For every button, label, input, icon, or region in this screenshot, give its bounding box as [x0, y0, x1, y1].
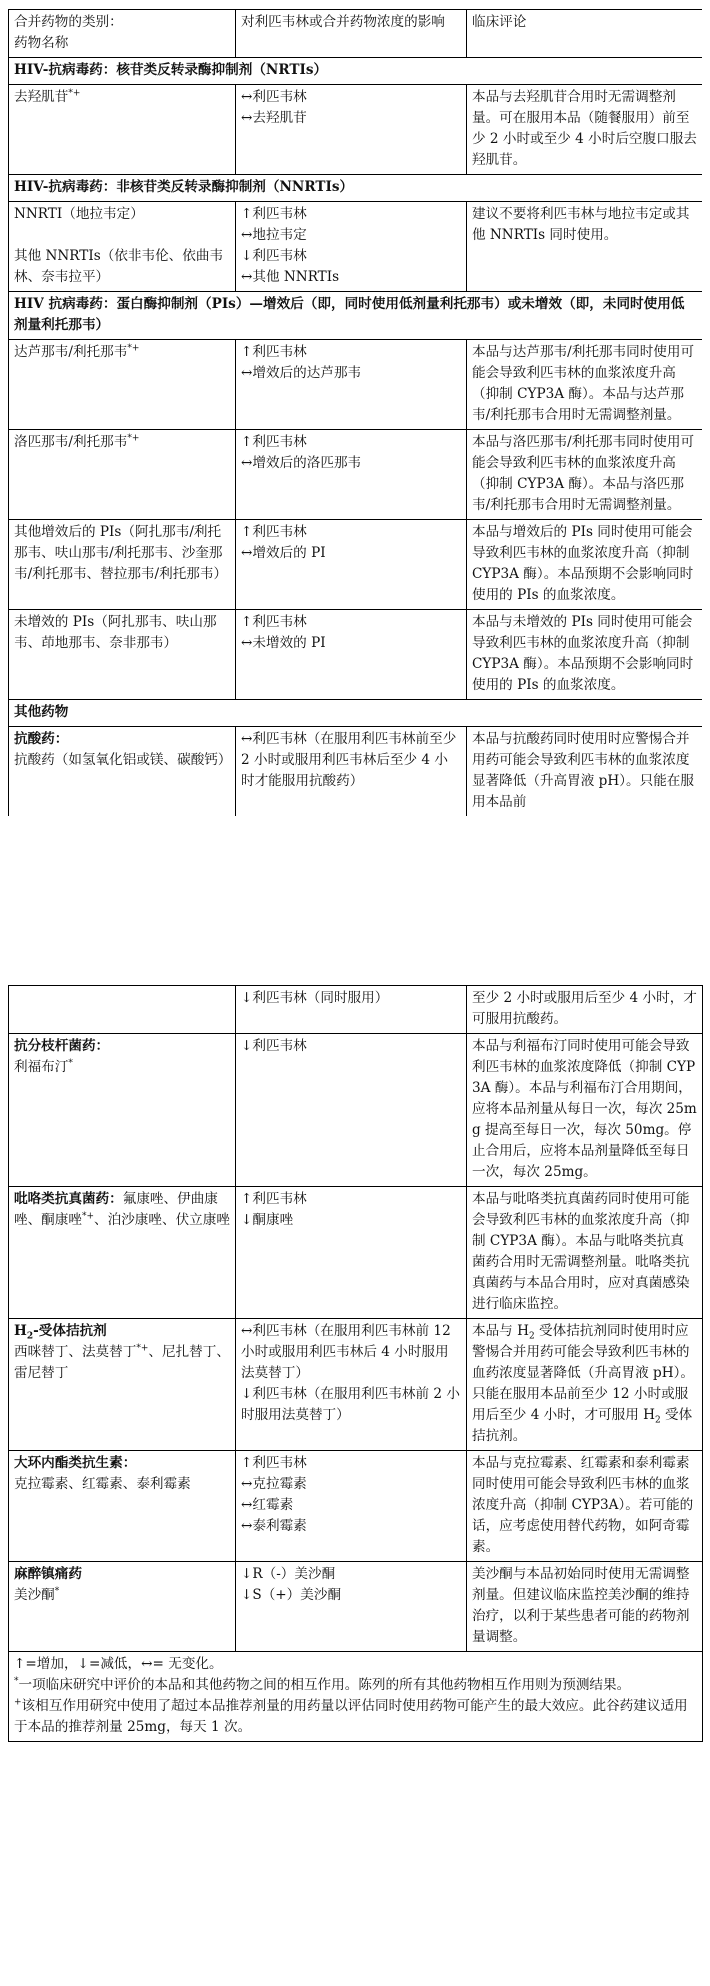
effect-line: ↑利匹韦林	[241, 1191, 307, 1207]
comment-cell: 美沙酮与本品初始同时使用无需调整剂量。但建议临床监控美沙酮的维持治疗，以利于某些患者可能的药物剂量调整。	[467, 1562, 703, 1652]
table-row	[9, 727, 703, 817]
drug-cell	[9, 986, 236, 1034]
drug-name: 美沙酮	[14, 1587, 55, 1603]
drug-name: 氟康唑、伊曲康唑、酮康唑	[14, 1191, 218, 1228]
section-row-nrti	[9, 58, 703, 85]
drug-cell: 未增效的 PIs（阿扎那韦、呋山那韦、茚地那韦、奈非那韦）	[9, 610, 236, 700]
drug-name: 抗酸药（如氢氧化铝或镁、碳酸钙）	[14, 752, 232, 768]
drug-cell: 其他增效后的 PIs（阿扎那韦/利托那韦、呋山那韦/利托那韦、沙奎那韦/利托那韦、替拉那韦/利托那韦）	[9, 520, 236, 610]
section-row-pi	[9, 292, 703, 340]
interaction-table-part-1	[8, 9, 702, 816]
comment-cell: 本品与洛匹那韦/利托那韦同时使用可能会导致利匹韦林的血浆浓度升高（抑制 CYP3A 酶）。本品与洛匹那韦/利托那韦合用时无需调整剂量。	[467, 430, 703, 520]
comment-cell: 本品与 $H_2$ 受体拮抗剂同时使用时应警惕合并用药可能会导致利匹韦林的血药浓度显著降低（升高胃液 pH）。只能在服用本品前至少 12 小时或服用后至少 4 小时，才可服用 $H_2$ 受体拮抗剂。	[467, 1319, 703, 1451]
drug-cell	[9, 1187, 236, 1319]
table-row	[9, 340, 703, 430]
effect-line: ↑利匹韦林	[241, 344, 307, 360]
footnote-mark: *	[54, 1586, 60, 1597]
drug-cell	[9, 727, 236, 817]
drug-name: 西咪替丁、法莫替丁	[14, 1344, 137, 1360]
footnote-mark: *+	[136, 1343, 149, 1354]
effect-line: ↔利匹韦林（在服用利匹韦林前 12 小时或服用利匹韦林后 4 小时服用法莫替丁）	[241, 1323, 451, 1381]
effect-line: ↔增效后的洛匹那韦	[241, 455, 362, 471]
table-row	[9, 430, 703, 520]
drug-category: 麻醉镇痛药	[14, 1566, 82, 1582]
effect-cell	[236, 610, 467, 700]
effect-cell	[236, 1187, 467, 1319]
effect-cell: ↔利匹韦林（在服用利匹韦林前至少 2 小时或服用利匹韦林后至少 4 小时才能服用抗酸药）	[236, 727, 467, 817]
effect-line: ↓利匹韦林（在服用利匹韦林前 2 小时服用法莫替丁）	[241, 1386, 460, 1423]
comment-cell: 本品与克拉霉素、红霉素和泰利霉素同时使用可能会导致利匹韦林的血浆浓度升高（抑制 CYP3A）。若可能的话，应考虑使用替代药物，如阿奇霉素。	[467, 1451, 703, 1562]
footnote-mark: *+	[68, 88, 81, 99]
header-effect: 对利匹韦林或合并药物浓度的影响	[236, 10, 467, 58]
drug-name: 达芦那韦/利托那韦	[14, 344, 128, 360]
footnote-mark: *+	[127, 433, 140, 444]
table-row	[9, 202, 703, 292]
footnote-1: *一项临床研究中评价的本品和其他药物之间的相互作用。陈列的所有其他药物相互作用则为预测结果。	[14, 1676, 631, 1693]
effect-cell	[236, 1319, 467, 1451]
comment-cell: 本品与去羟肌苷合用时无需调整剂量。可在服用本品（随餐服用）前至少 2 小时或至少 4 小时后空腹口服去羟肌苷。	[467, 85, 703, 175]
effect-line: ↔未增效的 PI	[241, 635, 326, 651]
effect-cell	[236, 340, 467, 430]
drug-name: 、泊沙康唑、伏立康唑	[94, 1212, 230, 1228]
effect-line: ↓利匹韦林	[241, 1038, 307, 1054]
drug-name: 去羟肌苷	[14, 89, 69, 105]
header-comment: 临床评论	[467, 10, 703, 58]
table-row	[9, 85, 703, 175]
table-row	[9, 610, 703, 700]
drug-category: 大环内酯类抗生素：	[14, 1455, 137, 1471]
drug-name: 克拉霉素、红霉素、泰利霉素	[14, 1476, 191, 1492]
table-row	[9, 986, 703, 1034]
comment-cell: 本品与吡咯类抗真菌药同时使用可能会导致利匹韦林的血浆浓度升高（抑制 CYP3A 酶）。本品与吡咯类抗真菌药合用时无需调整剂量。吡咯类抗真菌药与本品合用时，应对真菌感染进行临床监控。	[467, 1187, 703, 1319]
drug-category: $H_2-$受体拮抗剂	[14, 1323, 107, 1342]
drug-cell	[9, 1034, 236, 1187]
effect-line: ↔红霉素	[241, 1497, 294, 1513]
table-header-row	[9, 10, 703, 58]
footnote-mark: *	[68, 1058, 73, 1069]
table-row	[9, 1187, 703, 1319]
drug-name: NNRTI（地拉韦定）	[14, 206, 144, 222]
drug-cell	[9, 85, 236, 175]
drug-name: 利福布汀	[14, 1059, 69, 1075]
drug-category: 抗酸药：	[14, 731, 69, 747]
drug-cell	[9, 1562, 236, 1652]
table-row	[9, 520, 703, 610]
effect-cell	[236, 520, 467, 610]
effect-cell	[236, 85, 467, 175]
comment-cell: 本品与达芦那韦/利托那韦同时使用可能会导致利匹韦林的血浆浓度升高（抑制 CYP3A 酶）。本品与达芦那韦/利托那韦合用时无需调整剂量。	[467, 340, 703, 430]
drug-category: 抗分枝杆菌药：	[14, 1038, 110, 1054]
comment-cell: 建议不要将利匹韦林与地拉韦定或其他 NNRTIs 同时使用。	[467, 202, 703, 292]
effect-line: ↔利匹韦林	[241, 89, 307, 105]
comment-cell: 本品与增效后的 PIs 同时使用可能会导致利匹韦林的血浆浓度升高（抑制 CYP3A 酶）。本品预期不会影响同时使用的 PIs 的血浆浓度。	[467, 520, 703, 610]
legend-note: ↑=增加，↓=减低，↔= 无变化。	[14, 1656, 223, 1672]
section-title-nnrti: HIV-抗病毒药：非核苷类反转录酶抑制剂（NNRTIs）	[9, 175, 703, 202]
effect-line: ↔去羟肌苷	[241, 110, 307, 126]
table-row	[9, 1451, 703, 1562]
effect-line: ↔其他 NNRTIs	[241, 269, 340, 285]
drug-name: 洛匹那韦/利托那韦	[14, 434, 128, 450]
effect-line: ↔泰利霉素	[241, 1518, 307, 1534]
section-title-other: 其他药物	[9, 700, 703, 727]
effect-cell	[236, 1562, 467, 1652]
effect-line: ↓R（-）美沙酮	[241, 1566, 336, 1582]
effect-cell	[236, 1451, 467, 1562]
effect-line: ↔增效后的 PI	[241, 545, 326, 561]
drug-cell	[9, 202, 236, 292]
header-col1-line2: 药物名称	[14, 35, 69, 51]
table-row	[9, 1319, 703, 1451]
comment-cell: 本品与抗酸药同时使用时应警惕合并用药可能会导致利匹韦林的血浆浓度显著降低（升高胃液 pH）。只能在服用本品前	[467, 727, 703, 817]
effect-line: ↓酮康唑	[241, 1212, 294, 1228]
drug-cell	[9, 1451, 236, 1562]
drug-cell	[9, 430, 236, 520]
effect-line: ↑利匹韦林	[241, 1455, 307, 1471]
comment-cell: 本品与利福布汀同时使用可能会导致利匹韦林的血浆浓度降低（抑制 CYP3A 酶）。本品与利福布汀合用期间，应将本品剂量从每日一次，每次 25mg 提高至每日一次，每次 50mg。停止合用后，应将本品剂量降低至每日一次，每次 25mg。	[467, 1034, 703, 1187]
comment-cell: 至少 2 小时或服用后至少 4 小时，才可服用抗酸药。	[467, 986, 703, 1034]
section-row-other	[9, 700, 703, 727]
effect-cell	[236, 202, 467, 292]
footnote-mark: *+	[127, 343, 140, 354]
effect-line: ↔增效后的达芦那韦	[241, 365, 362, 381]
notes-row	[9, 1652, 703, 1742]
comment-cell: 本品与未增效的 PIs 同时使用可能会导致利匹韦林的血浆浓度升高（抑制 CYP3A 酶）。本品预期不会影响同时使用的 PIs 的血浆浓度。	[467, 610, 703, 700]
drug-name: 其他 NNRTIs（依非韦伦、依曲韦林、奈韦拉平）	[14, 248, 224, 285]
table-page-1	[8, 9, 702, 977]
table-row	[9, 1034, 703, 1187]
effect-line: ↓利匹韦林	[241, 248, 307, 264]
effect-line: ↓S（+）美沙酮	[241, 1587, 342, 1603]
effect-line: ↑利匹韦林	[241, 524, 307, 540]
footnote-mark: *+	[81, 1211, 95, 1222]
table-row	[9, 1562, 703, 1652]
effect-line: ↑利匹韦林	[241, 614, 307, 630]
drug-category: 吡咯类抗真菌药：	[14, 1191, 123, 1207]
section-row-nnrti	[9, 175, 703, 202]
effect-cell	[236, 1034, 467, 1187]
drug-cell	[9, 1319, 236, 1451]
header-col1-line1: 合并药物的类别：	[14, 14, 123, 30]
effect-line: ↔克拉霉素	[241, 1476, 307, 1492]
effect-cell: ↓利匹韦林（同时服用）	[236, 986, 467, 1034]
table-page-2	[8, 985, 702, 1742]
drug-name: 、尼扎替丁、雷尼替丁	[14, 1344, 230, 1381]
footnotes	[9, 1652, 703, 1742]
footnote-2: +该相互作用研究中使用了超过本品推荐剂量的用药量以评估同时使用药物可能产生的最大效应。此谷药建议适用于本品的推荐剂量 25mg，每天 1 次。	[14, 1697, 688, 1735]
effect-line: ↔地拉韦定	[241, 227, 307, 243]
drug-cell	[9, 340, 236, 430]
interaction-table-part-2	[8, 985, 703, 1742]
section-title-pi: HIV 抗病毒药：蛋白酶抑制剂（PIs）—增效后（即，同时使用低剂量利托那韦）或未增效（即，未同时使用低剂量利托那韦）	[9, 292, 703, 340]
effect-line: ↑利匹韦林	[241, 434, 307, 450]
effect-line: ↑利匹韦林	[241, 206, 307, 222]
header-drug-class	[9, 10, 236, 58]
effect-cell	[236, 430, 467, 520]
section-title-nrti: HIV-抗病毒药：核苷类反转录酶抑制剂（NRTIs）	[9, 58, 703, 85]
